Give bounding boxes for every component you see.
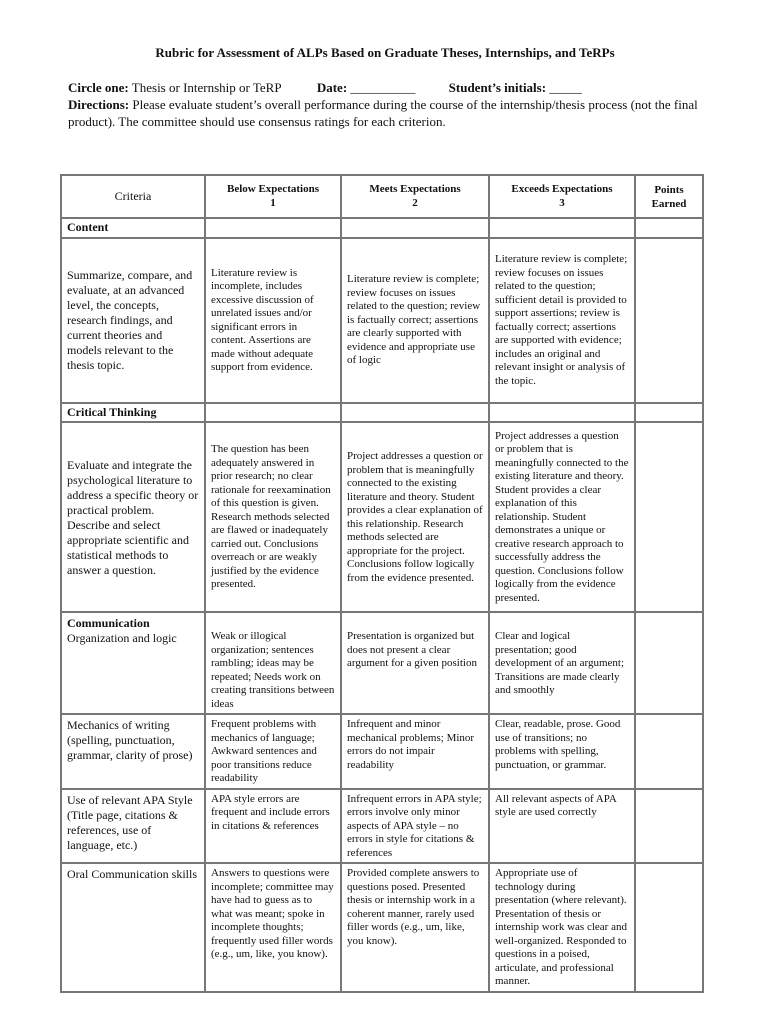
meets-oral: Provided complete answers to questions posed. Presented thesis or internship work in a coherent manner, rarely used filler words (e.g., um, like, you know). — [341, 863, 489, 992]
exceeds-organization-text: Clear and logical presentation; good development of an argument; Transitions are made clearly and smoothly — [495, 630, 625, 696]
section-content-label: Content — [61, 218, 205, 238]
exceeds-expectations-header — [489, 175, 635, 218]
exceeds-critical: Project addresses a question or problem that is meaningfully connected to the existing literature and theory. Student provides a clear explanation of this relationship. Student demonstrates a unique or creative research approach to successfully address the question. Conclusions follow logically from the evidence presented. — [489, 422, 635, 612]
section-row-content — [61, 218, 703, 238]
table-row — [61, 714, 703, 789]
points-content[interactable] — [635, 238, 703, 403]
points-earned-header: Points Earned — [635, 175, 703, 218]
directions — [68, 96, 708, 130]
criterion-organization-label: Organization and logic — [67, 631, 177, 645]
initials-label: Student’s initials: — [448, 80, 547, 95]
below-organization — [205, 612, 341, 714]
meets-critical: Project addresses a question or problem that is meaningfully connected to the existing literature and theory. Student provides a clear explanation of this relationship. Research methods selected are appropriate for the project. Conclusions follow logically from the evidence presented. — [341, 422, 489, 612]
below-score: 1 — [270, 196, 276, 209]
page-title: Rubric for Assessment of ALPs Based on Graduate Theses, Internships, and TeRPs — [155, 45, 615, 60]
rubric-table — [60, 174, 704, 993]
form-header — [68, 79, 708, 130]
criterion-apa: Use of relevant APA Style (Title page, citations & references, use of language, etc.) — [61, 789, 205, 864]
exceeds-organization — [489, 612, 635, 714]
criterion-organization — [61, 612, 205, 714]
points-organization[interactable] — [635, 612, 703, 714]
table-row — [61, 612, 703, 714]
below-mechanics: Frequent problems with mechanics of language; Awkward sentences and poor transitions reduce readability — [205, 714, 341, 789]
date-label: Date: — [316, 80, 348, 95]
below-content: Literature review is incomplete, includes excessive discussion of unrelated issues and/or significant errors in content. Assertions are made without adequate support from evidence. — [205, 238, 341, 403]
section-communication-label: Communication — [67, 616, 150, 630]
table-row — [61, 789, 703, 864]
form-fields-line — [68, 79, 708, 96]
below-organization-text: Weak or illogical organization; sentences rambling; ideas may be repeated; Needs work on creating transitions between ideas — [211, 630, 335, 710]
meets-label: Meets Expectations — [369, 183, 461, 195]
table-row — [61, 863, 703, 992]
exceeds-label: Exceeds Expectations — [511, 183, 613, 195]
exceeds-content: Literature review is complete; review focuses on issues related to the question; sufficient detail is provided to support assertions; review is factually correct; assertions are supported with evidence; includes an original and relevant insight or analysis of the topic. — [489, 238, 635, 403]
criterion-critical: Evaluate and integrate the psychological literature to address a specific theory or practical problem. Describe and select appropriate scientific and statistical methods to answer a question. — [61, 422, 205, 612]
initials-field[interactable]: _____ — [549, 80, 582, 95]
section-row-critical — [61, 403, 703, 423]
exceeds-mechanics: Clear, readable, prose. Good use of transitions; no problems with spelling, punctuation, or grammar. — [489, 714, 635, 789]
exceeds-oral: Appropriate use of technology during presentation (where relevant). Presentation of thesis or internship work was clear and well-organized. Responded to questions in a poised, articulate, and professional manner. — [489, 863, 635, 992]
meets-expectations-header — [341, 175, 489, 218]
table-row — [61, 238, 703, 403]
points-apa[interactable] — [635, 789, 703, 864]
points-critical[interactable] — [635, 422, 703, 612]
exceeds-apa: All relevant aspects of APA style are used correctly — [489, 789, 635, 864]
exceeds-score: 3 — [559, 196, 565, 209]
criteria-header: Criteria — [61, 175, 205, 218]
points-mechanics[interactable] — [635, 714, 703, 789]
directions-text: Please evaluate student’s overall performance during the course of the internship/thesis process (not the final product). The committee should use consensus ratings for each criterion. — [68, 97, 698, 129]
criterion-mechanics: Mechanics of writing (spelling, punctuation, grammar, clarity of prose) — [61, 714, 205, 789]
circle-one-label: Circle one: — [68, 80, 129, 95]
below-apa: APA style errors are frequent and include errors in citations & references — [205, 789, 341, 864]
meets-score: 2 — [412, 196, 418, 209]
meets-organization — [341, 612, 489, 714]
below-oral: Answers to questions were incomplete; committee may have had to guess as to what was meant; spoke in incomplete thoughts; frequently used filler words (e.g., um, like, you know). — [205, 863, 341, 992]
table-header-row — [61, 175, 703, 218]
below-expectations-header — [205, 175, 341, 218]
criterion-oral: Oral Communication skills — [61, 863, 205, 992]
circle-one-options[interactable]: Thesis or Internship or TeRP — [131, 80, 282, 95]
section-critical-label: Critical Thinking — [61, 403, 205, 423]
below-label: Below Expectations — [227, 183, 319, 195]
meets-apa: Infrequent errors in APA style; errors involve only minor aspects of APA style – no errors in style for citations & references — [341, 789, 489, 864]
meets-mechanics: Infrequent and minor mechanical problems; Minor errors do not impair readability — [341, 714, 489, 789]
meets-content: Literature review is complete; review focuses on issues related to the question; review is factually correct; assertions are clearly supported with evidence and appropriate use of logic — [341, 238, 489, 403]
points-oral[interactable] — [635, 863, 703, 992]
directions-label: Directions: — [68, 97, 130, 112]
below-critical: The question has been adequately answered in prior research; no clear rationale for reexamination of this question is given. Research methods selected are flawed or inadequately carried out. Conclusions overreach or are weakly justified by the evidence presented. — [205, 422, 341, 612]
table-row — [61, 422, 703, 612]
date-field[interactable]: __________ — [350, 80, 416, 95]
criterion-content: Summarize, compare, and evaluate, at an advanced level, the concepts, research findings, and current theories and models relevant to the thesis topic. — [61, 238, 205, 403]
meets-organization-text: Presentation is organized but does not present a clear argument for a given position — [347, 630, 477, 669]
